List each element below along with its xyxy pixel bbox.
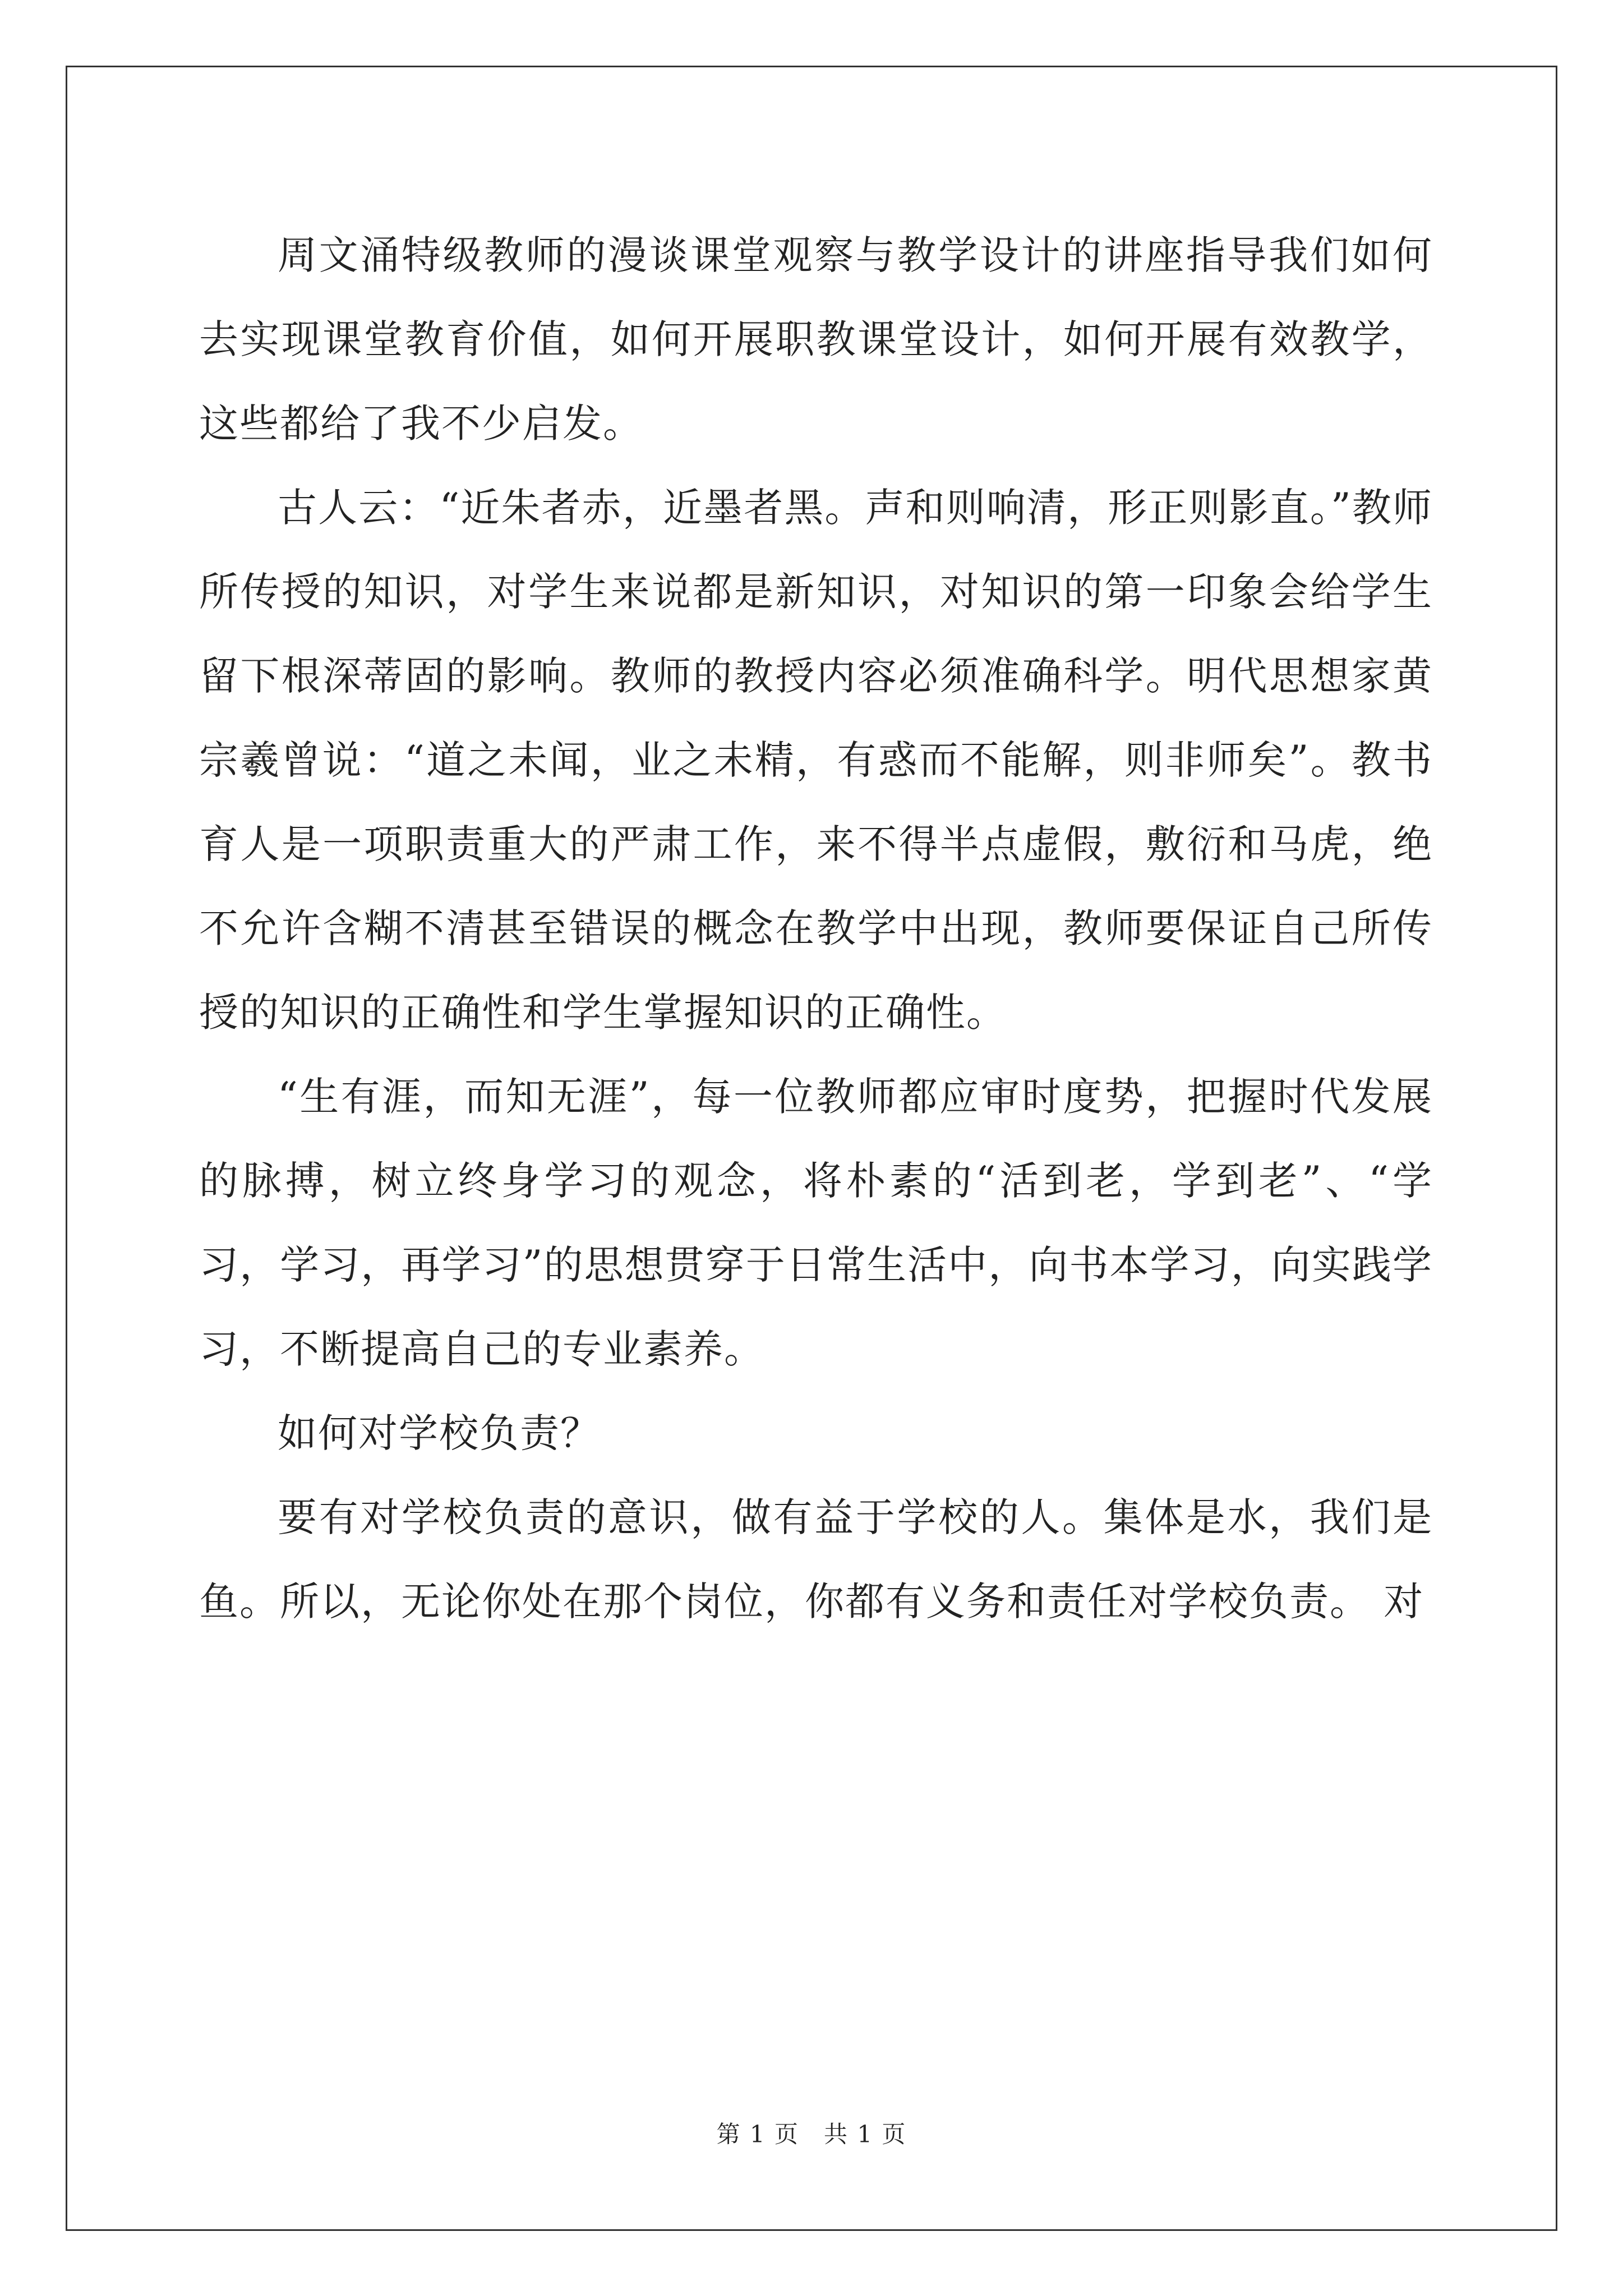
- paragraph-5: 要有对学校负责的意识，做有益于学校的人。集体是水，我们是鱼。所以，无论你处在那个岗位，你都有义务和责任对学校负责。 对: [199, 1494, 1433, 1625]
- paragraph-1: 周文涌特级教师的漫谈课堂观察与教学设计的讲座指导我们如何去实现课堂教育价值，如何开展职教课堂设计，如何开展有效教学，这些都给了我不少启发。: [199, 232, 1433, 447]
- document-body: [199, 213, 1433, 1644]
- paragraph-4: 如何对学校负责？: [278, 1410, 601, 1456]
- page-number-footer: 第 1 页 共 1 页: [716, 2120, 907, 2148]
- paragraph-3: “生有涯，而知无涯”，每一位教师都应审时度势，把握时代发展的脉搏，树立终身学习的观念，将朴素的“活到老，学到老”、“学习，学习，再学习”的思想贯穿于日常生活中，向书本学习，向实践学习，不断提高自己的专业素养。: [199, 1074, 1433, 1372]
- paragraph-2: 古人云：“近朱者赤，近墨者黑。声和则响清，形正则影直。”教师所传授的知识，对学生来说都是新知识，对知识的第一印象会给学生留下根深蒂固的影响。教师的教授内容必须准确科学。明代思想家黄宗羲曾说：“道之未闻，业之未精，有惑而不能解，则非师矣”。教书育人是一项职责重大的严肃工作，来不得半点虚假，敷衍和马虎，绝不允许含糊不清甚至错误的概念在教学中出现，教师要保证自己所传授的知识的正确性和学生掌握知识的正确性。: [199, 485, 1433, 1036]
